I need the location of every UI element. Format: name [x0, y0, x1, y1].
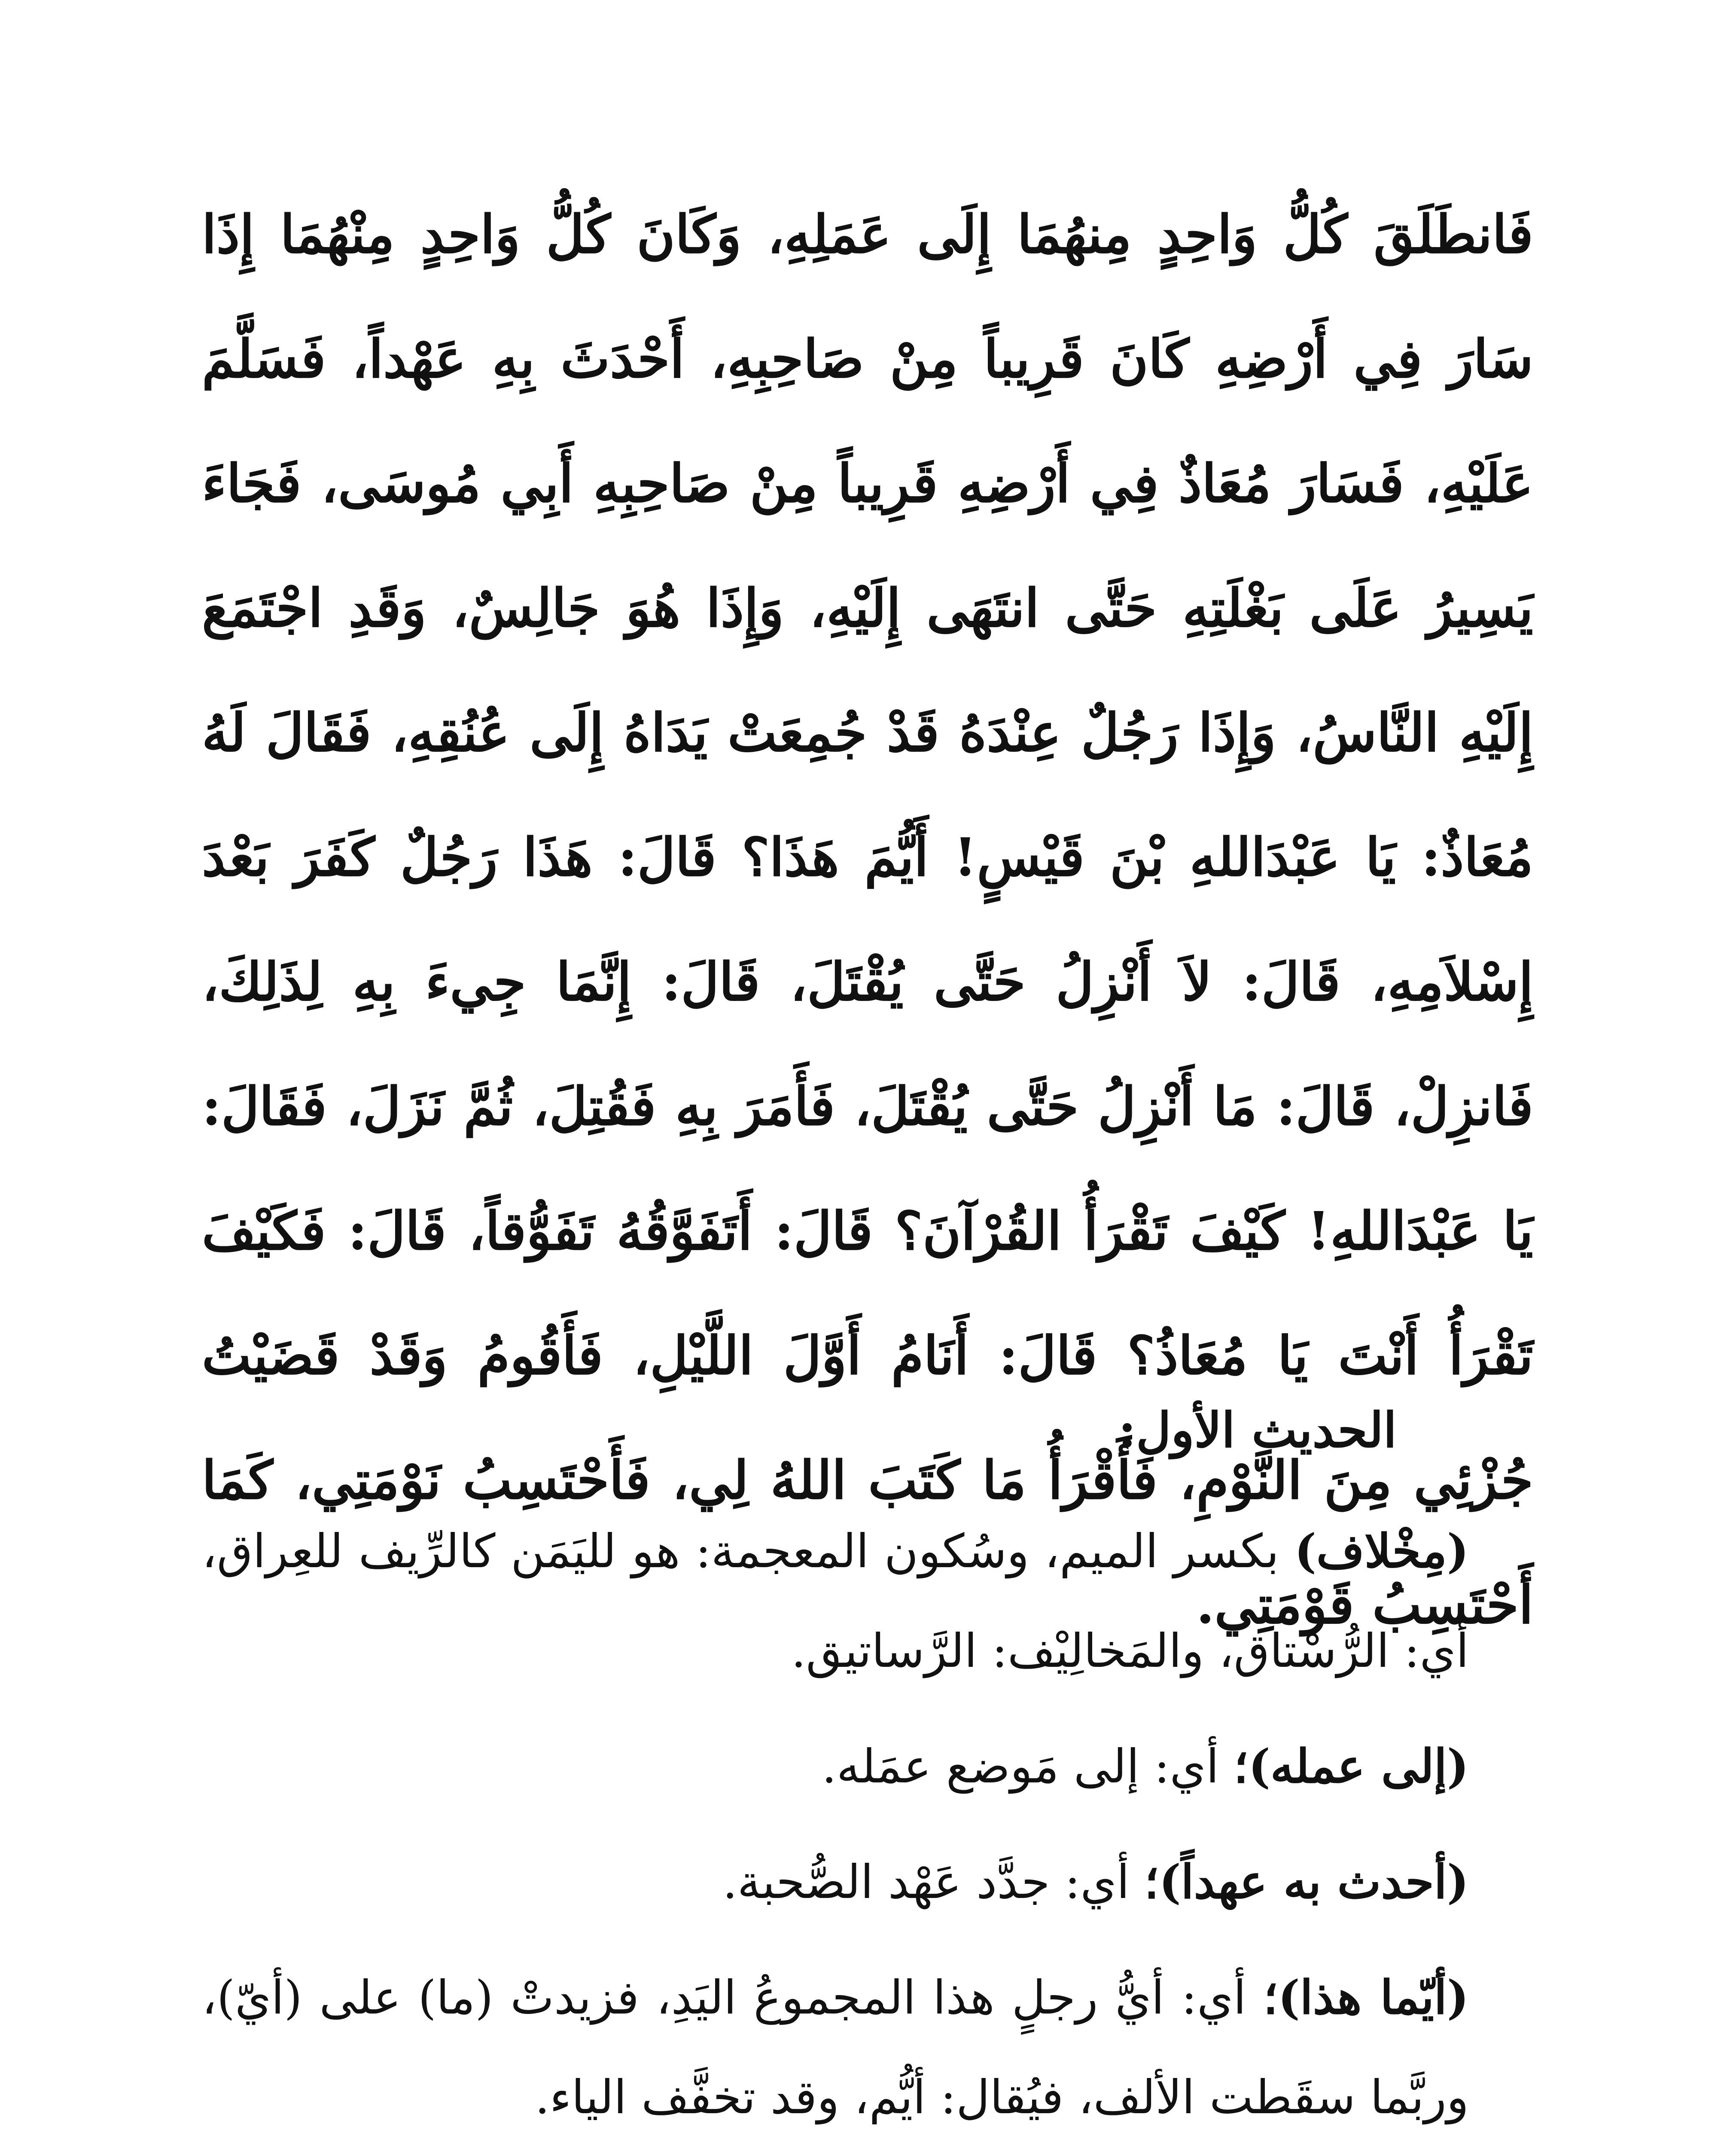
note-text: أي: جدَّد عَهْد الصُّحبة. — [722, 1855, 1145, 1909]
commentary-notes — [202, 1501, 1533, 2148]
note-term: (إلى عمله)؛ — [1233, 1739, 1469, 1794]
note-text: أي: إلى مَوضع عمَله. — [822, 1740, 1234, 1794]
note-ahdatha-bihi — [202, 1832, 1533, 1932]
note-term: (مِخْلاف) — [1294, 1524, 1469, 1578]
note-mikhlaf — [202, 1501, 1533, 1701]
note-term: (أحدث به عهداً)؛ — [1144, 1855, 1469, 1909]
note-text: بكسر الميم، وسُكون المعجمة: هو لليَمَن كالرِّيف للعِراق، أي: الرُّسْتاق، والمَخالِيْف: الرَّساتيق. — [202, 1525, 1469, 1678]
note-ayyuma-hadha — [202, 1948, 1533, 2148]
note-ila-amalihi — [202, 1717, 1533, 1817]
hadith-paragraph: فَانطَلَقَ كُلُّ وَاحِدٍ مِنهُمَا إِلَى عَمَلِهِ، وَكَانَ كُلُّ وَاحِدٍ مِنْهُمَا إِذَا سَارَ فِي أَرْضِهِ كَانَ قَرِيباً مِنْ صَاحِبِهِ، أَحْدَثَ بِهِ عَهْداً، فَسَلَّمَ عَلَيْهِ، فَسَارَ مُعَاذٌ فِي أَرْضِهِ قَرِيباً مِنْ صَاحِبِهِ أَبِي مُوسَى، فَجَاءَ يَسِيرُ عَلَى بَغْلَتِهِ حَتَّى انتَهَى إِلَيْهِ، وَإِذَا هُوَ جَالِسٌ، وَقَدِ اجْتَمَعَ إِلَيْهِ النَّاسُ، وَإِذَا رَجُلٌ عِنْدَهُ قَدْ جُمِعَتْ يَدَاهُ إِلَى عُنُقِهِ، فَقَالَ لَهُ مُعَاذٌ: يَا عَبْدَاللهِ بْنَ قَيْسٍ! أَيُّمَ هَذَا؟ قَالَ: هَذَا رَجُلٌ كَفَرَ بَعْدَ إِسْلاَمِهِ، قَالَ: لاَ أَنْزِلُ حَتَّى يُقْتَلَ، قَالَ: إِنَّمَا جِيءَ بِهِ لِذَلِكَ، فَانزِلْ، قَالَ: مَا أَنْزِلُ حَتَّى يُقْتَلَ، فَأَمَرَ بِهِ فَقُتِلَ، ثُمَّ نَزَلَ، فَقَالَ: يَا عَبْدَاللهِ! كَيْفَ تَقْرَأُ القُرْآنَ؟ قَالَ: أَتَفَوَّقُهُ تَفَوُّقاً، قَالَ: فَكَيْفَ تَقْرَأُ أَنْتَ يَا مُعَاذُ؟ قَالَ: أَنَامُ أَوَّلَ اللَّيْلِ، فَأَقُومُ وَقَدْ قَضَيْتُ جُزْئِي مِنَ النَّوْمِ، فَأَقْرَأُ مَا كَتَبَ اللهُ لِي، فَأَحْتَسِبُ نَوْمَتِي، كَمَا أَحْتَسِبُ قَوْمَتِي. — [202, 203, 1533, 1635]
note-text: أي: أيُّ رجلٍ هذا المجموعُ اليَدِ، فزيدتْ (ما) على (أيّ)، وربَّما سقَطت الألف، فيُقال: أيُّم، وقد تخفَّف الياء. — [202, 1971, 1469, 2124]
section-heading: الحديث الأول: — [1118, 1402, 1397, 1458]
note-term: (أيّما هذا)؛ — [1263, 1971, 1469, 2025]
